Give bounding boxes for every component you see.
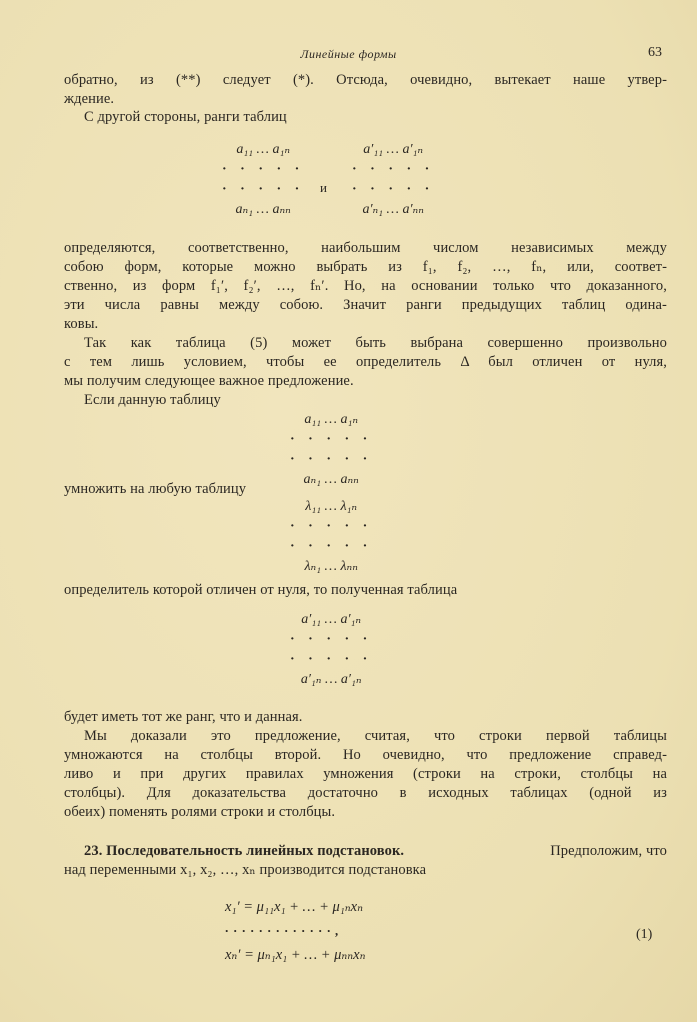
matrix-row: a₁₁ … a₁ₙ (304, 412, 359, 427)
text-line: с тем лишь условием, чтобы ее определитель Δ был отличен от нуля, (64, 354, 667, 370)
text-line: Так как таблица (5) может быть выбрана совершенно произвольно (84, 335, 667, 351)
matrix-result (290, 610, 372, 690)
text-line: обратно, из (**) следует (*). Отсюда, очевидно, вытекает наше утвер- (64, 72, 667, 88)
matrix-a (222, 140, 304, 220)
matrix-row: · · · · · (290, 452, 373, 467)
equation-last: xₙ′ = μₙ₁x₁ + … + μₙₙxₙ (225, 947, 366, 963)
text-line: ждение. (64, 90, 115, 107)
text-line: ственно, из форм f₁′, f₂′, …, fₙ′. Но, на основании только что доказанного, (64, 278, 667, 294)
text-line: ливо и при других правилах умножения (строки на строки, столбцы на (64, 766, 667, 782)
text-line: умножаются на столбцы второй. Но очевидно, что предложение справед- (64, 747, 667, 763)
text-line: ковы. (64, 316, 99, 332)
matrix-row: a₁₁ … a₁ₙ (236, 142, 291, 157)
matrix-row: · · · · · (352, 182, 435, 197)
text-line: над переменными x₁, x₂, …, xₙ производится подстановка (64, 862, 427, 878)
equation-first: x₁′ = μ₁₁x₁ + … + μ₁ₙxₙ (225, 899, 363, 915)
text-line: умножить на любую таблицу (64, 481, 247, 497)
matrix-given (290, 410, 372, 490)
matrix-row: · · · · · (222, 182, 305, 197)
matrix-row: aₙ₁ … aₙₙ (303, 472, 359, 487)
matrix-row: λₙ₁ … λₙₙ (304, 559, 358, 574)
matrix-row: · · · · · (222, 162, 305, 177)
matrix-row: · · · · · (352, 162, 435, 177)
conjunction: и (320, 180, 327, 195)
matrix-a-prime (352, 140, 434, 220)
text-line: Мы доказали это предложение, считая, что строки первой таблицы (84, 728, 667, 744)
text-line: собою форм, которые можно выбрать из f₁, f₂, …, fₙ, или, соответ- (64, 259, 667, 275)
text-line: будет иметь тот же ранг, что и данная. (64, 709, 303, 725)
running-title: Линейные формы (300, 47, 397, 61)
text-line: эти числа равны между собою. Значит ранги предыдущих таблиц одина- (64, 297, 667, 313)
matrix-row: · · · · · (290, 652, 373, 667)
text-line: определяются, соответственно, наибольшим числом независимых между (64, 240, 667, 256)
matrix-row: a′₁ₙ … a′₁ₙ (300, 672, 362, 687)
matrix-row: a′ₙ₁ … a′ₙₙ (362, 202, 424, 217)
equation-number: (1) (636, 927, 653, 942)
matrix-row: · · · · · (290, 519, 373, 534)
matrix-lambda (290, 497, 372, 577)
text-line: С другой стороны, ранги таблиц (84, 109, 287, 125)
section-heading: 23. Последовательность линейных подстановок. (84, 843, 405, 859)
matrix-row: · · · · · (290, 632, 373, 647)
matrix-row: aₙ₁ … aₙₙ (235, 202, 291, 217)
matrix-row: · · · · · (290, 539, 373, 554)
text-line: Если данную таблицу (84, 392, 221, 408)
text-line: столбцы). Для доказательства достаточно в исходных таблицах (одной из (64, 785, 667, 801)
text-line: обеих) поменять ролями строки и столбцы. (64, 804, 336, 820)
matrix-row: · · · · · (290, 432, 373, 447)
matrix-row: a′₁₁ … a′₁ₙ (301, 612, 362, 627)
text-line: мы получим следующее важное предложение. (64, 373, 354, 389)
equation-dots: · · · · · · · · · · · · · , (225, 923, 340, 938)
page-number: 63 (648, 45, 662, 60)
section-23-heading-line (84, 842, 667, 860)
text-line: Предположим, что (550, 843, 667, 859)
text-line: определитель которой отличен от нуля, то полученная таблица (64, 582, 458, 598)
matrix-row: a′₁₁ … a′₁ₙ (363, 142, 424, 157)
matrix-row: λ₁₁ … λ₁ₙ (305, 499, 358, 514)
